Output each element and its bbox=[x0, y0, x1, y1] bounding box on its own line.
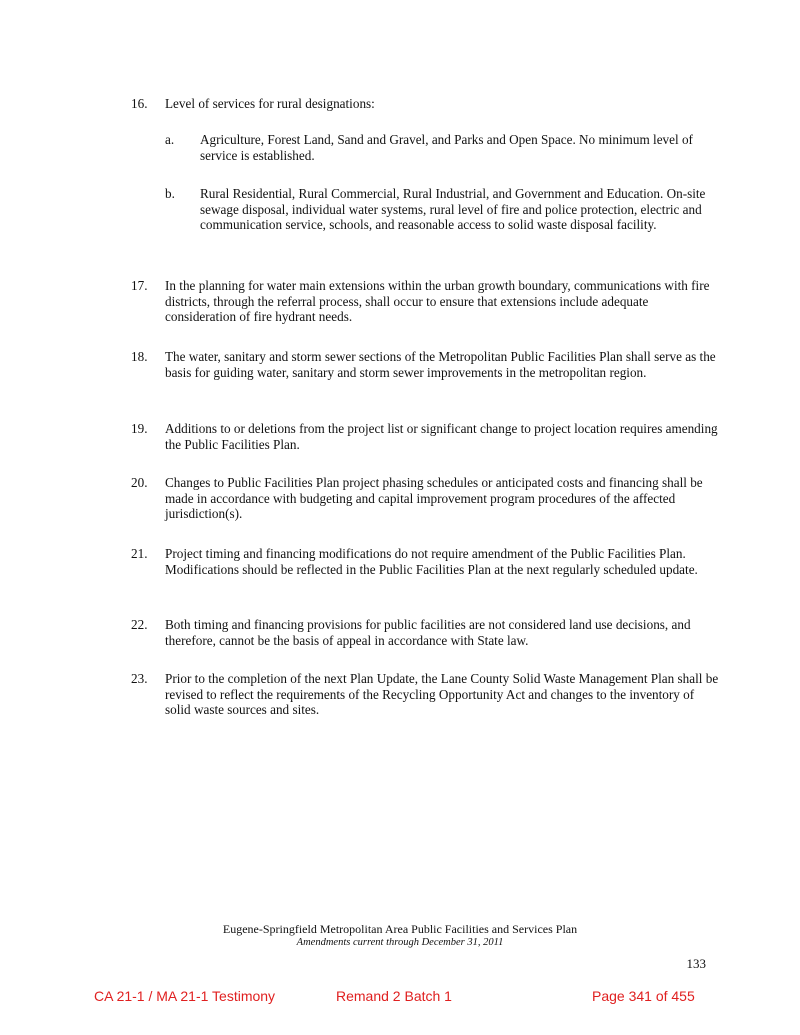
item-number: 20. bbox=[131, 475, 148, 490]
stamp-batch-label: Remand 2 Batch 1 bbox=[336, 988, 452, 1004]
footer-title: Eugene-Springfield Metropolitan Area Public Facilities and Services Plan bbox=[222, 922, 578, 936]
item-text: Additions to or deletions from the project list or significant change to project location requires amending the Public Facilities Plan. bbox=[165, 421, 718, 452]
sub-item-text: Rural Residential, Rural Commercial, Rural Industrial, and Government and Education. On-site sewage disposal, individual water systems, rural level of fire and police protection, electric and communication service, schools, and reasonable access to solid waste disposal facility. bbox=[200, 186, 706, 233]
sub-item-letter: b. bbox=[165, 186, 175, 201]
page-number: 133 bbox=[686, 956, 706, 971]
item-number: 16. bbox=[131, 96, 148, 111]
item-text: In the planning for water main extensions within the urban growth boundary, communications with fire districts, through the referral process, shall occur to ensure that extensions include adequate consideration of fire hydrant needs. bbox=[165, 278, 710, 325]
sub-item-letter: a. bbox=[165, 132, 175, 147]
item-number: 19. bbox=[131, 421, 148, 436]
item-number: 22. bbox=[131, 617, 148, 632]
item-text: Prior to the completion of the next Plan Update, the Lane County Solid Waste Management Plan shall be revised to reflect the requirements of the Recycling Opportunity Act and changes to the inventory of solid waste sources and sites. bbox=[165, 671, 719, 718]
sub-item-text: Agriculture, Forest Land, Sand and Gravel, and Parks and Open Space. No minimum level of service is established. bbox=[200, 132, 693, 163]
item-text: Changes to Public Facilities Plan project phasing schedules or anticipated costs and financing shall be made in accordance with budgeting and capital improvement program procedures of the affected jurisdiction(s). bbox=[165, 475, 703, 522]
item-number: 18. bbox=[131, 349, 148, 364]
item-text: Both timing and financing provisions for public facilities are not considered land use decisions, and therefore, cannot be the basis of appeal in accordance with State law. bbox=[165, 617, 691, 648]
item-number: 23. bbox=[131, 671, 148, 686]
item-text: Level of services for rural designations: bbox=[165, 96, 375, 111]
footer-subtitle: Amendments current through December 31, 2011 bbox=[296, 937, 504, 948]
stamp-case-label: CA 21-1 / MA 21-1 Testimony bbox=[94, 988, 276, 1004]
item-text: Project timing and financing modifications do not require amendment of the Public Facilities Plan. Modifications should be reflected in the Public Facilities Plan at the next regularly scheduled update. bbox=[165, 546, 698, 577]
item-text: The water, sanitary and storm sewer sections of the Metropolitan Public Facilities Plan shall serve as the basis for guiding water, sanitary and storm sewer improvements in the metropolitan region. bbox=[165, 349, 716, 380]
stamp-page-count: Page 341 of 455 bbox=[592, 988, 695, 1004]
item-number: 21. bbox=[131, 546, 148, 561]
item-number: 17. bbox=[131, 278, 148, 293]
